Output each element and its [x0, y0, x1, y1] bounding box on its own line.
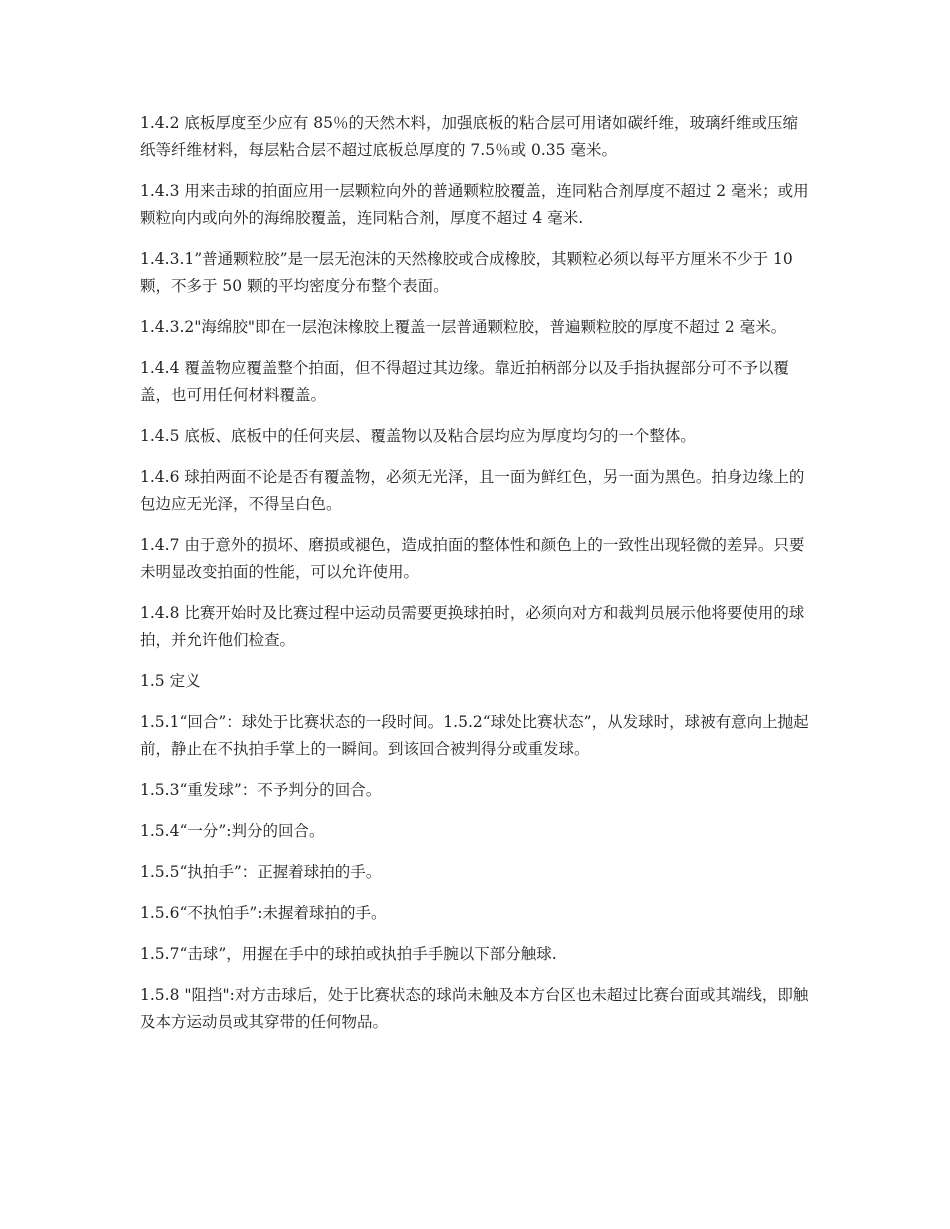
paragraph-1-5-1: 1.5.1“回合”：球处于比赛状态的一段时间。1.5.2“球处比赛状态”，从发球时，球被有意向上抛起前，静止在不执拍手掌上的一瞬间。到该回合被判得分或重发球。 — [140, 713, 809, 758]
paragraph-1-5-6: 1.5.6“不执怕手”:未握着球拍的手。 — [140, 904, 387, 922]
paragraph-1-4-3-2: 1.4.3.2"海绵胶"即在一层泡沫橡胶上覆盖一层普通颗粒胶，普遍颗粒胶的厚度不超过 2 毫米。 — [140, 318, 787, 336]
paragraph-1-4-3-1: 1.4.3.1”普通颗粒胶”是一层无泡沫的天然橡胶或合成橡胶，其颗粒必须以每平方厘米不少于 10 颗，不多于 50 颗的平均密度分布整个表面。 — [140, 250, 793, 295]
paragraph-1-5-8: 1.5.8 "阻挡":对方击球后，处于比赛状态的球尚未触及本方台区也未超过比赛台面或其端线，即触及本方运动员或其穿带的任何物品。 — [140, 986, 809, 1031]
paragraph-1-4-6: 1.4.6 球拍两面不论是否有覆盖物，必须无光泽，且一面为鲜红色，另一面为黑色。拍身边缘上的包边应无光泽，不得呈白色。 — [140, 468, 805, 513]
paragraph-1-4-8: 1.4.8 比赛开始时及比赛过程中运动员需要更换球拍时，必须向对方和裁判员展示他将要使用的球拍，并允许他们检查。 — [140, 604, 805, 649]
document-body — [140, 110, 812, 1050]
paragraph-1-4-3: 1.4.3 用来击球的拍面应用一层颗粒向外的普通颗粒胶覆盖，连同粘合剂厚度不超过 2 毫米；或用颗粒向内或向外的海绵胶覆盖，连同粘合剂，厚度不超过 4 毫米. — [140, 182, 809, 227]
paragraph-1-4-5: 1.4.5 底板、底板中的任何夹层、覆盖物以及粘合层均应为厚度均匀的一个整体。 — [140, 427, 696, 445]
paragraph-1-4-4: 1.4.4 覆盖物应覆盖整个拍面，但不得超过其边缘。靠近拍柄部分以及手指执握部分可不予以覆盖，也可用任何材料覆盖。 — [140, 359, 789, 404]
paragraph-1-5-3: 1.5.3“重发球”：不予判分的回合。 — [140, 781, 382, 799]
paragraph-1-5-5: 1.5.5“执拍手”：正握着球拍的手。 — [140, 863, 382, 881]
paragraph-1-5-4: 1.5.4“一分”:判分的回合。 — [140, 822, 325, 840]
paragraph-1-4-7: 1.4.7 由于意外的损坏、磨损或褪色，造成拍面的整体性和颜色上的一致性出现轻微的差异。只要未明显改变拍面的性能，可以允许使用。 — [140, 536, 805, 581]
paragraph-1-4-2: 1.4.2 底板厚度至少应有 85％的天然木料，加强底板的粘合层可用诸如碳纤维，玻璃纤维或压缩纸等纤维材料，每层粘合层不超过底板总厚度的 7.5％或 0.35 毫米。 — [140, 114, 799, 159]
section-heading-1-5: 1.5 定义 — [140, 672, 201, 690]
paragraph-1-5-7: 1.5.7“击球”，用握在手中的球拍或执拍手手腕以下部分触球. — [140, 945, 557, 963]
